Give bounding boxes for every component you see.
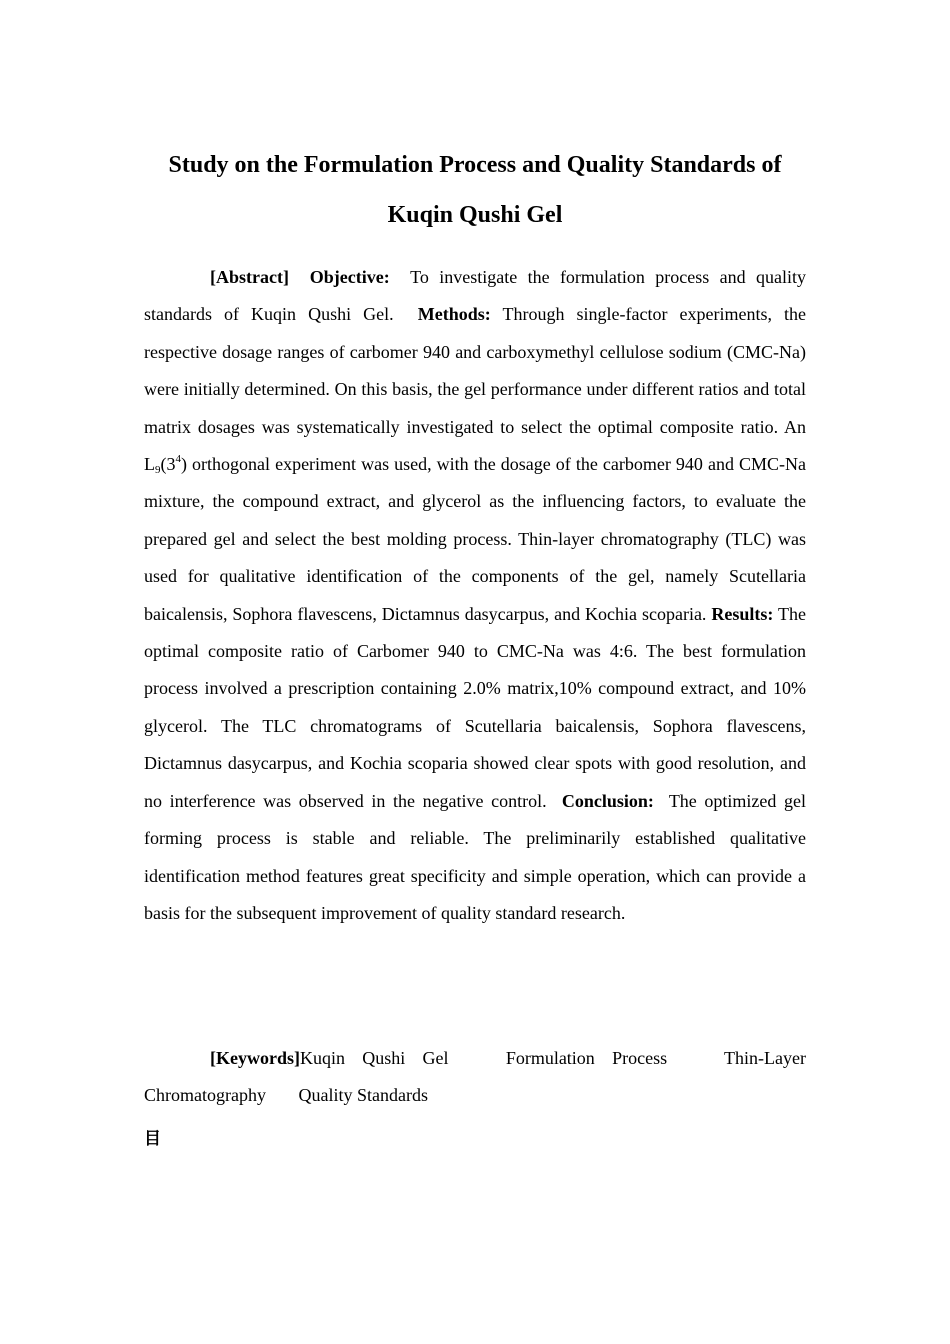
conclusion-label: Conclusion: (561, 790, 654, 811)
keyword-item: Formulation Process (505, 1048, 668, 1068)
paper-title-line-1: Study on the Formulation Process and Quality Standards of (168, 152, 782, 178)
orthogonal-superscript: 4 (175, 453, 181, 466)
results-text: The optimal composite ratio of Carbomer 940 to CMC-Na was 4:6. The best formulation process involved a prescription containing 2.0% matrix,10% compound extract, and 10% glycerol. The TLC chromatograms of Scutellaria baicalensis, Sophora flavescens, Dictamnus dasycarpus, and Kochia scoparia showed clear spots with good resolution, and no interference was observed in the negative control. (144, 603, 806, 811)
orthogonal-subscript: 9 (155, 464, 161, 477)
objective-label: Objective: (309, 267, 390, 287)
paper-title-line-2: Kuqin Qushi Gel (387, 202, 563, 228)
methods-text-part-2: ) orthogonal experiment was used, with the dosage of the carbomer 940 and CMC-Na mixture, the compound extract, and glycerol as the influencing factors, to evaluate the prepared gel and select the best molding process. Thin-layer chromatography (TLC) was used for qualitative identification of the components of the gel, namely Scutellaria baicalensis, Sophora flavescens, Dictamnus dasycarpus, and Kochia scoparia. (144, 454, 806, 624)
keyword-item: Thin-Layer Chromatography (144, 1048, 806, 1106)
methods-text-part-1: Through single-factor experiments, the respective dosage ranges of carbomer 940 and carboxymethyl cellulose sodium (CMC-Na) were initially determined. On this basis, the gel performance under different ratios and total matrix dosages was systematically investigated to select the optimal composite ratio. An L (144, 304, 806, 475)
toc-heading-mark: 目 (144, 1129, 161, 1149)
objective-text: To investigate the formulation process and quality standards of Kuqin Qushi Gel. (144, 267, 806, 325)
methods-label: Methods: (417, 304, 491, 325)
abstract-paragraph (144, 259, 806, 932)
keywords-label: [Keywords] (210, 1048, 300, 1068)
conclusion-text: The optimized gel forming process is stable and reliable. The preliminarily established qualitative identification method features great specificity and simple operation, which can provide a basis for the subsequent improvement of quality standard research. (144, 790, 806, 923)
keyword-item: Kuqin Qushi Gel (299, 1048, 449, 1068)
keyword-item: Quality Standards (298, 1085, 428, 1106)
orthogonal-paren: (3 (160, 454, 176, 475)
results-label: Results: (711, 603, 774, 624)
abstract-label: [Abstract] (210, 267, 289, 287)
keywords-paragraph (144, 1040, 806, 1115)
